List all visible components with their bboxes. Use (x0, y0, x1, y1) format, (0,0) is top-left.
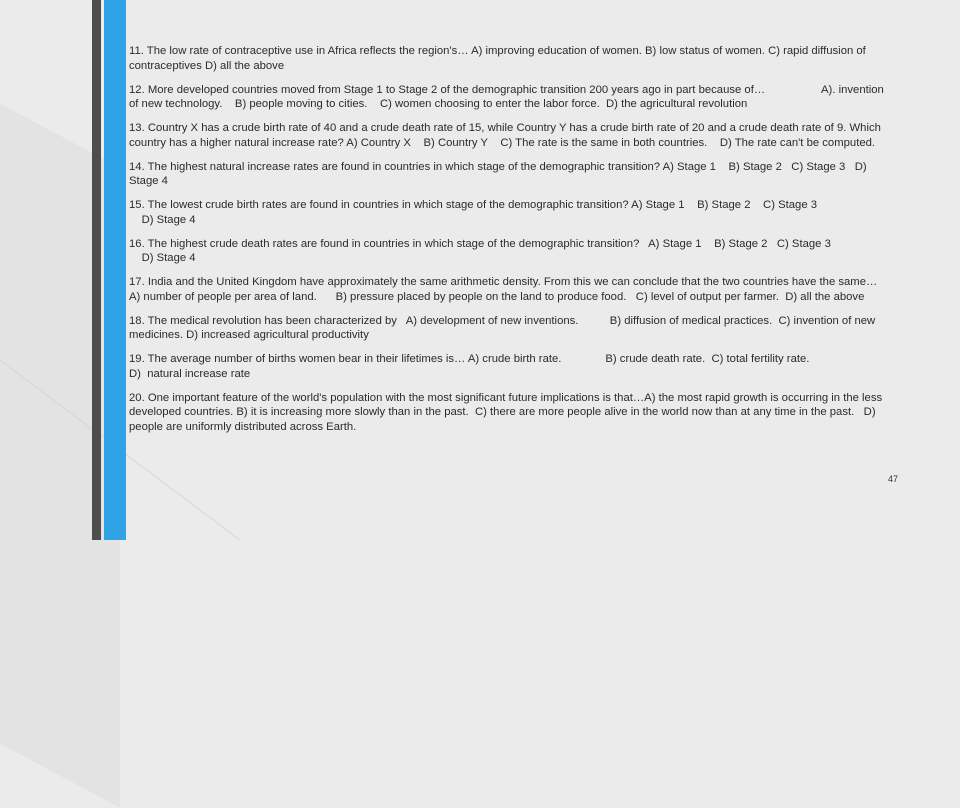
question-14: 14. The highest natural increase rates are found in countries in which stage of the demographic transition? A) Stage 1 B) Stage 2 C) Stage 3 D) Stage 4 (129, 160, 870, 187)
question-17: 17. India and the United Kingdom have approximately the same arithmetic density. From this we can conclude that the two countries have the same… A) number of people per area of land. B) pressure placed by people on the land to produce food. C) level of output per farmer. D) all the above (129, 276, 880, 303)
question-16: 16. The highest crude death rates are found in countries in which stage of the demographic transition? A) Stage 1 B) Stage 2 C) Stage 3 D) Stage 4 (129, 237, 831, 264)
decorative-blue-bar (104, 0, 126, 540)
question-12: 12. More developed countries moved from Stage 1 to Stage 2 of the demographic transition 200 years ago in part because of… A). invention of new technology. B) people moving to cities. C) women choosing to enter the labor force. D) the agricultural revolution (129, 83, 887, 110)
question-13: 13. Country X has a crude birth rate of 40 and a crude death rate of 15, while Country Y has a crude birth rate of 20 and a crude death rate of 9. Which country has a higher natural increase rate? A) Country X B) Country Y C) The rate is the same in both countries. D) The rate can't be computed. (129, 122, 885, 149)
slide-number: 47 (887, 474, 898, 484)
question-18: 18. The medical revolution has been characterized by A) development of new inventions. B) diffusion of medical practices. C) invention of new medicines. D) increased agricultural productivity (129, 314, 879, 341)
question-19: 19. The average number of births women bear in their lifetimes is… A) crude birth rate. B) crude death rate. C) total fertility rate. D) natural increase rate (129, 353, 810, 380)
question-15: 15. The lowest crude birth rates are found in countries in which stage of the demographic transition? A) Stage 1 B) Stage 2 C) Stage 3 D) Stage 4 (129, 199, 818, 226)
question-list (129, 44, 887, 444)
decorative-dark-bar (92, 0, 101, 540)
question-11: 11. The low rate of contraceptive use in Africa reflects the region's… A) improving education of women. B) low status of women. C) rapid diffusion of contraceptives D) all the above (129, 45, 869, 72)
question-20: 20. One important feature of the world's population with the most significant future implications is that…A) the most rapid growth is occurring in the less developed countries. B) it is increasing more slowly than in the past. C) there are more people alive in the world now than at any time in the past. D) people are uniformly distributed across Earth. (129, 391, 886, 433)
